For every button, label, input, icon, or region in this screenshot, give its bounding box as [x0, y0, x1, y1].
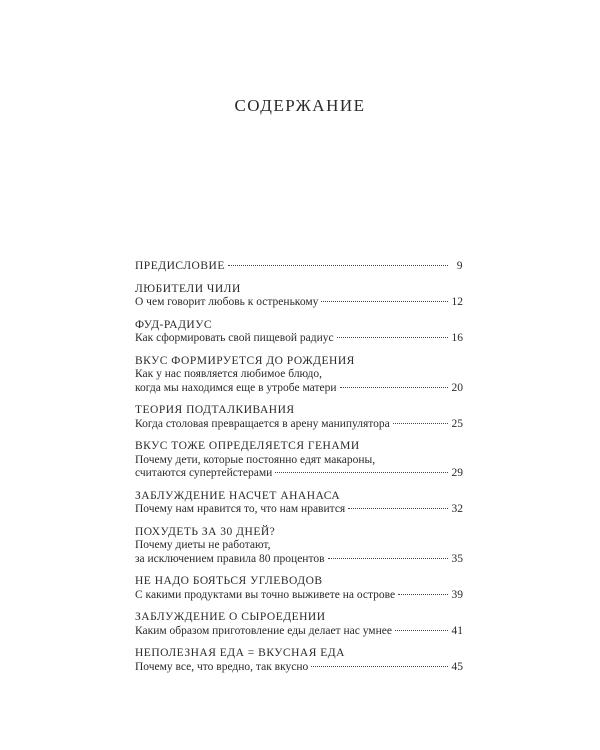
toc-entry-subtitle [135, 503, 463, 517]
toc-entry-subtitle: Почему дети, которые постоянно едят макароны, [135, 453, 376, 466]
dot-leader [337, 337, 448, 338]
dot-leader [395, 630, 448, 631]
toc-entry-subtitle [135, 418, 463, 432]
dot-leader [311, 666, 448, 667]
dot-leader [348, 508, 448, 509]
toc-entry [135, 283, 463, 310]
toc-entry-subtitle [135, 296, 463, 310]
dot-leader [228, 265, 448, 266]
dot-leader [398, 594, 448, 595]
toc-entry [135, 319, 463, 346]
toc-entry-heading: ЛЮБИТЕЛИ ЧИЛИ [135, 282, 241, 295]
toc-page-number: 16 [451, 332, 463, 344]
toc-entry [135, 404, 463, 431]
toc-entry-subtitle [135, 553, 463, 567]
toc-entry-heading [135, 260, 463, 274]
toc-entry-text: ПРЕДИСЛОВИЕ [135, 260, 225, 272]
dot-leader [393, 423, 448, 424]
toc-page-number: 25 [451, 417, 463, 430]
dot-leader [340, 387, 448, 388]
toc-entry-text: за исключением правила 80 процентов [135, 552, 325, 565]
toc-page-number: 45 [451, 660, 463, 673]
toc-entry-text: Каким образом приготовление еды делает нас умнее [135, 624, 392, 637]
toc-entry [135, 260, 463, 274]
toc-entry-heading: ЗАБЛУЖДЕНИЕ О СЫРОЕДЕНИИ [135, 611, 326, 623]
toc-page-number: 35 [451, 552, 463, 565]
toc-entry-heading: НЕ НАДО БОЯТЬСЯ УГЛЕВОДОВ [135, 575, 323, 587]
toc-entry-text: Почему нам нравится то, что нам нравится [135, 503, 346, 515]
toc-page-number: 41 [451, 624, 463, 637]
toc-page-number: 32 [451, 503, 463, 515]
page-title: СОДЕРЖАНИЕ [234, 96, 366, 115]
table-of-contents [135, 260, 463, 683]
toc-entry-heading: ФУД-РАДИУС [135, 318, 213, 331]
toc-entry-text: С какими продуктами вы точно выживете на острове [135, 588, 396, 601]
toc-entry-text: когда мы находимся еще в утробе матери [135, 381, 337, 394]
toc-page-number: 20 [451, 381, 463, 394]
toc-entry-heading: ВКУС ФОРМИРУЕТСЯ ДО РОЖДЕНИЯ [135, 354, 355, 367]
toc-page-number: 9 [456, 260, 463, 272]
toc-entry [135, 611, 463, 638]
toc-entry-subtitle [135, 467, 463, 481]
toc-entry-subtitle: Как у нас появляется любимое блюдо, [135, 368, 323, 380]
toc-entry-heading: ТЕОРИЯ ПОДТАЛКИВАНИЯ [135, 404, 295, 416]
toc-entry-heading: НЕПОЛЕЗНАЯ ЕДА = ВКУСНАЯ ЕДА [135, 647, 345, 659]
toc-entry [135, 490, 463, 517]
dot-leader [275, 472, 448, 473]
toc-entry-subtitle [135, 625, 463, 639]
toc-entry-subtitle [135, 589, 463, 603]
toc-entry [135, 647, 463, 674]
toc-entry [135, 526, 463, 567]
dot-leader [328, 558, 448, 559]
toc-entry-text: Когда столовая превращается в арену манипулятора [135, 417, 390, 430]
toc-entry [135, 440, 463, 481]
toc-entry-subtitle: Почему диеты не работают, [135, 539, 271, 551]
toc-entry-heading: ВКУС ТОЖЕ ОПРЕДЕЛЯЕТСЯ ГЕНАМИ [135, 440, 360, 452]
toc-page-number: 29 [451, 467, 463, 479]
dot-leader [321, 301, 448, 302]
toc-entry-heading: ПОХУДЕТЬ ЗА 30 ДНЕЙ? [135, 525, 276, 538]
toc-entry-heading: ЗАБЛУЖДЕНИЕ НАСЧЕТ АНАНАСА [135, 489, 341, 502]
toc-entry-subtitle [135, 332, 463, 346]
toc-page-number: 39 [451, 588, 463, 601]
toc-entry [135, 355, 463, 396]
toc-entry-subtitle [135, 382, 463, 396]
toc-entry-text: считаются супертейстерами [135, 467, 273, 479]
toc-entry-text: Почему все, что вредно, так вкусно [135, 660, 309, 673]
toc-entry-subtitle [135, 661, 463, 675]
toc-entry [135, 575, 463, 602]
toc-entry-text: Как сформировать свой пищевой радиус [135, 332, 334, 344]
toc-page-number: 12 [451, 296, 463, 308]
toc-entry-text: О чем говорит любовь к остренькому [135, 296, 319, 308]
